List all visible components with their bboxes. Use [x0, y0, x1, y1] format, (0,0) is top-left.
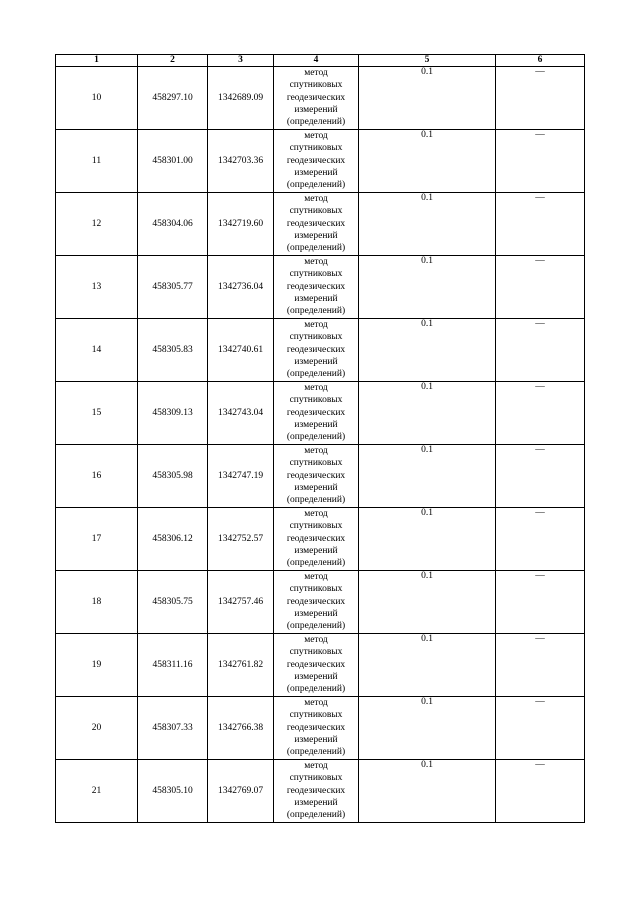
note-cell: — [496, 382, 585, 445]
table-row [56, 760, 585, 823]
y-coordinate-cell: 1342703.36 [208, 130, 274, 193]
method-line: метод [304, 320, 328, 330]
point-number-cell: 11 [56, 130, 138, 193]
point-number-cell: 17 [56, 508, 138, 571]
method-line: (определений) [286, 243, 346, 254]
method-line: геодезических [286, 533, 346, 544]
header-col-4: 4 [274, 55, 359, 67]
coordinates-table [55, 54, 585, 823]
point-number-cell: 15 [56, 382, 138, 445]
accuracy-cell: 0.1 [359, 760, 496, 823]
method-line: спутниковых [289, 332, 343, 343]
method-line: измерений [294, 734, 338, 745]
y-coordinate-cell: 1342752.57 [208, 508, 274, 571]
y-coordinate-cell: 1342769.07 [208, 760, 274, 823]
method-line: (определений) [286, 117, 346, 128]
method-line: спутниковых [289, 710, 343, 721]
y-coordinate-cell: 1342689.09 [208, 67, 274, 130]
accuracy-cell: 0.1 [359, 319, 496, 382]
method-line: геодезических [286, 470, 346, 481]
header-col-1: 1 [56, 55, 138, 67]
header-col-2: 2 [138, 55, 208, 67]
method-line: геодезических [286, 596, 346, 607]
x-coordinate-cell: 458305.98 [138, 445, 208, 508]
method-line: (определений) [286, 495, 346, 506]
method-line: (определений) [286, 621, 346, 632]
x-coordinate-cell: 458305.10 [138, 760, 208, 823]
method-line: (определений) [286, 369, 346, 380]
accuracy-cell: 0.1 [359, 445, 496, 508]
method-line: спутниковых [289, 773, 343, 784]
method-line: измерений [294, 545, 338, 556]
note-cell: — [496, 319, 585, 382]
note-cell: — [496, 130, 585, 193]
accuracy-cell: 0.1 [359, 130, 496, 193]
method-line: спутниковых [289, 584, 343, 595]
method-line: геодезических [286, 92, 346, 103]
y-coordinate-cell: 1342766.38 [208, 697, 274, 760]
method-line: измерений [294, 797, 338, 808]
accuracy-cell: 0.1 [359, 256, 496, 319]
table-row [56, 256, 585, 319]
y-coordinate-cell: 1342719.60 [208, 193, 274, 256]
y-coordinate-cell: 1342736.04 [208, 256, 274, 319]
point-number-cell: 18 [56, 571, 138, 634]
method-cell [274, 697, 359, 760]
note-cell: — [496, 256, 585, 319]
method-line: (определений) [286, 810, 346, 821]
method-line: измерений [294, 104, 338, 115]
point-number-cell: 19 [56, 634, 138, 697]
accuracy-cell: 0.1 [359, 67, 496, 130]
method-line: метод [304, 257, 328, 267]
method-line: спутниковых [289, 143, 343, 154]
method-line: измерений [294, 419, 338, 430]
method-line: метод [304, 446, 328, 456]
method-line: измерений [294, 671, 338, 682]
note-cell: — [496, 193, 585, 256]
accuracy-cell: 0.1 [359, 193, 496, 256]
y-coordinate-cell: 1342740.61 [208, 319, 274, 382]
table-row [56, 319, 585, 382]
x-coordinate-cell: 458311.16 [138, 634, 208, 697]
method-cell [274, 256, 359, 319]
accuracy-cell: 0.1 [359, 571, 496, 634]
method-cell [274, 193, 359, 256]
method-line: (определений) [286, 558, 346, 569]
point-number-cell: 16 [56, 445, 138, 508]
header-col-5: 5 [359, 55, 496, 67]
method-line: измерений [294, 482, 338, 493]
method-cell [274, 445, 359, 508]
table-row [56, 382, 585, 445]
point-number-cell: 12 [56, 193, 138, 256]
x-coordinate-cell: 458304.06 [138, 193, 208, 256]
table-row [56, 697, 585, 760]
method-cell [274, 571, 359, 634]
method-line: метод [304, 572, 328, 582]
method-cell [274, 634, 359, 697]
method-line: спутниковых [289, 269, 343, 280]
x-coordinate-cell: 458305.77 [138, 256, 208, 319]
y-coordinate-cell: 1342757.46 [208, 571, 274, 634]
method-line: геодезических [286, 281, 346, 292]
x-coordinate-cell: 458305.83 [138, 319, 208, 382]
note-cell: — [496, 67, 585, 130]
point-number-cell: 13 [56, 256, 138, 319]
table-row [56, 634, 585, 697]
point-number-cell: 21 [56, 760, 138, 823]
method-line: спутниковых [289, 647, 343, 658]
method-line: (определений) [286, 432, 346, 443]
x-coordinate-cell: 458307.33 [138, 697, 208, 760]
note-cell: — [496, 571, 585, 634]
method-line: геодезических [286, 722, 346, 733]
point-number-cell: 20 [56, 697, 138, 760]
x-coordinate-cell: 458297.10 [138, 67, 208, 130]
method-cell [274, 130, 359, 193]
method-line: метод [304, 509, 328, 519]
method-line: измерений [294, 167, 338, 178]
note-cell: — [496, 760, 585, 823]
table-row [56, 508, 585, 571]
header-col-6: 6 [496, 55, 585, 67]
x-coordinate-cell: 458306.12 [138, 508, 208, 571]
accuracy-cell: 0.1 [359, 508, 496, 571]
method-line: геодезических [286, 155, 346, 166]
method-line: спутниковых [289, 80, 343, 91]
method-cell [274, 382, 359, 445]
method-line: геодезических [286, 785, 346, 796]
note-cell: — [496, 445, 585, 508]
point-number-cell: 14 [56, 319, 138, 382]
y-coordinate-cell: 1342761.82 [208, 634, 274, 697]
method-cell [274, 508, 359, 571]
method-line: геодезических [286, 407, 346, 418]
x-coordinate-cell: 458309.13 [138, 382, 208, 445]
table-row [56, 130, 585, 193]
method-line: геодезических [286, 659, 346, 670]
method-cell [274, 760, 359, 823]
method-line: измерений [294, 230, 338, 241]
method-line: измерений [294, 293, 338, 304]
method-line: (определений) [286, 684, 346, 695]
method-line: метод [304, 131, 328, 141]
table-row [56, 67, 585, 130]
table-row [56, 193, 585, 256]
accuracy-cell: 0.1 [359, 382, 496, 445]
method-line: метод [304, 698, 328, 708]
method-line: (определений) [286, 180, 346, 191]
method-line: измерений [294, 356, 338, 367]
accuracy-cell: 0.1 [359, 697, 496, 760]
method-line: спутниковых [289, 206, 343, 217]
method-line: метод [304, 194, 328, 204]
y-coordinate-cell: 1342743.04 [208, 382, 274, 445]
method-line: (определений) [286, 747, 346, 758]
method-line: геодезических [286, 218, 346, 229]
method-line: спутниковых [289, 521, 343, 532]
method-line: спутниковых [289, 458, 343, 469]
x-coordinate-cell: 458305.75 [138, 571, 208, 634]
table-row [56, 571, 585, 634]
note-cell: — [496, 634, 585, 697]
method-line: метод [304, 761, 328, 771]
accuracy-cell: 0.1 [359, 634, 496, 697]
header-col-3: 3 [208, 55, 274, 67]
method-line: метод [304, 383, 328, 393]
method-line: геодезических [286, 344, 346, 355]
note-cell: — [496, 697, 585, 760]
method-line: спутниковых [289, 395, 343, 406]
method-line: метод [304, 68, 328, 78]
x-coordinate-cell: 458301.00 [138, 130, 208, 193]
method-line: метод [304, 635, 328, 645]
method-cell [274, 67, 359, 130]
method-cell [274, 319, 359, 382]
method-line: измерений [294, 608, 338, 619]
table-header-row [56, 55, 585, 67]
point-number-cell: 10 [56, 67, 138, 130]
note-cell: — [496, 508, 585, 571]
y-coordinate-cell: 1342747.19 [208, 445, 274, 508]
method-line: (определений) [286, 306, 346, 317]
table-row [56, 445, 585, 508]
